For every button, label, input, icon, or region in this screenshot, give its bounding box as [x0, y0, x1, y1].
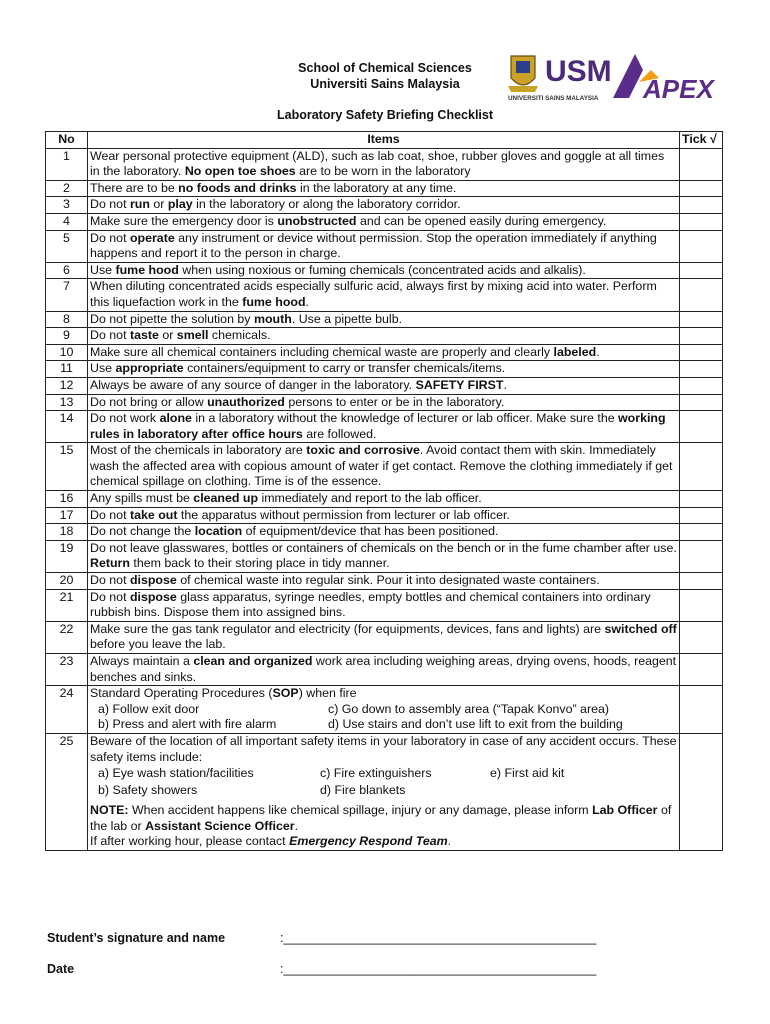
- usm-caption: UNIVERSITI SAINS MALAYSIA: [508, 95, 599, 102]
- tick-box[interactable]: [680, 197, 723, 214]
- item-text: Do not work alone in a laboratory without the knowledge of lecturer or lab officer. Make sure the working rules in laboratory after office hours are followed.: [88, 411, 680, 443]
- checklist-row: [46, 279, 723, 311]
- item-number: 12: [46, 377, 88, 394]
- date-field[interactable]: :_____________________________________________: [280, 962, 597, 976]
- tick-box[interactable]: [680, 491, 723, 508]
- item-text: Do not take out the apparatus without permission from lecturer or lab officer.: [88, 507, 680, 524]
- tick-box[interactable]: [680, 589, 723, 621]
- checklist-row: [46, 148, 723, 180]
- item-number: 15: [46, 443, 88, 491]
- tick-box[interactable]: [680, 507, 723, 524]
- item-number: 25: [46, 733, 88, 850]
- item-text: Do not operate any instrument or device without permission. Stop the operation immediately if anything happens and report it to the person in charge.: [88, 230, 680, 262]
- tick-box[interactable]: [680, 394, 723, 411]
- item-text: Always maintain a clean and organized work area including weighing areas, drying ovens, hoods, reagent benches and sinks.: [88, 654, 680, 686]
- tick-box[interactable]: [680, 524, 723, 541]
- item-text: Any spills must be cleaned up immediately and report to the lab officer.: [88, 491, 680, 508]
- item-number: 4: [46, 213, 88, 230]
- item-number: 9: [46, 328, 88, 345]
- item-text: Do not pipette the solution by mouth. Use a pipette bulb.: [88, 311, 680, 328]
- item-number: 1: [46, 148, 88, 180]
- tick-box[interactable]: [680, 361, 723, 378]
- checklist-title: Laboratory Safety Briefing Checklist: [276, 108, 494, 122]
- tick-box[interactable]: [680, 180, 723, 197]
- checklist-row: [46, 394, 723, 411]
- item-number: 8: [46, 311, 88, 328]
- item-number: 17: [46, 507, 88, 524]
- checklist-row: [46, 654, 723, 686]
- item-text: Do not dispose of chemical waste into regular sink. Pour it into designated waste containers.: [88, 573, 680, 590]
- item-text: Make sure all chemical containers including chemical waste are properly and clearly labeled.: [88, 344, 680, 361]
- tick-box[interactable]: [680, 230, 723, 262]
- checklist-row: [46, 573, 723, 590]
- item-text: Use appropriate containers/equipment to carry or transfer chemicals/items.: [88, 361, 680, 378]
- tick-box[interactable]: [680, 443, 723, 491]
- checklist-row: [46, 180, 723, 197]
- item-number: 20: [46, 573, 88, 590]
- tick-box[interactable]: [680, 733, 723, 850]
- item-text: Most of the chemicals in laboratory are toxic and corrosive. Avoid contact them with skin. Immediately wash the affected area with copious amount of water if get contact. Remove the clothing immediately if get chemical spillage on clothing. Time is of the essence.: [88, 443, 680, 491]
- item-text: Do not change the location of equipment/device that has been positioned.: [88, 524, 680, 541]
- item-number: 21: [46, 589, 88, 621]
- item-number: 24: [46, 686, 88, 734]
- item-text: Use fume hood when using noxious or fuming chemicals (concentrated acids and alkalis).: [88, 262, 680, 279]
- item-number: 7: [46, 279, 88, 311]
- checklist-row: [46, 540, 723, 572]
- tick-box[interactable]: [680, 411, 723, 443]
- item-text: Always be aware of any source of danger in the laboratory. SAFETY FIRST.: [88, 377, 680, 394]
- item-number: 5: [46, 230, 88, 262]
- item-text: When diluting concentrated acids especially sulfuric acid, always first by mixing acid into water. Perform this liquefaction work in the fume hood.: [88, 279, 680, 311]
- checklist-row: [46, 733, 723, 850]
- item-number: 22: [46, 621, 88, 653]
- tick-box[interactable]: [680, 686, 723, 734]
- checklist-row: [46, 197, 723, 214]
- col-tick-header: Tick √: [680, 132, 723, 149]
- item-number: 2: [46, 180, 88, 197]
- tick-box[interactable]: [680, 262, 723, 279]
- tick-box[interactable]: [680, 213, 723, 230]
- item-text: Wear personal protective equipment (ALD), such as lab coat, shoe, rubber gloves and goggle at all times in the laboratory. No open toe shoes are to be worn in the laboratory: [88, 148, 680, 180]
- item-number: 23: [46, 654, 88, 686]
- school-name: School of Chemical Sciences: [298, 61, 472, 75]
- checklist-row: [46, 443, 723, 491]
- usm-logo-text: USM: [545, 55, 612, 88]
- usm-crest-icon: [508, 56, 538, 92]
- tick-box[interactable]: [680, 344, 723, 361]
- item-number: 14: [46, 411, 88, 443]
- item-text: There are to be no foods and drinks in the laboratory at any time.: [88, 180, 680, 197]
- item-text: Make sure the emergency door is unobstructed and can be opened easily during emergency.: [88, 213, 680, 230]
- apex-logo-text: APEX: [643, 74, 714, 104]
- tick-box[interactable]: [680, 148, 723, 180]
- tick-box[interactable]: [680, 328, 723, 345]
- item-text: Do not taste or smell chemicals.: [88, 328, 680, 345]
- checklist-row: [46, 491, 723, 508]
- tick-box[interactable]: [680, 377, 723, 394]
- checklist-row: [46, 311, 723, 328]
- item-text: Do not dispose glass apparatus, syringe needles, empty bottles and chemical containers into ordinary rubbish bins. Dispose them into assigned bins.: [88, 589, 680, 621]
- checklist-row: [46, 361, 723, 378]
- checklist-row: [46, 507, 723, 524]
- tick-box[interactable]: [680, 311, 723, 328]
- checklist-row: [46, 621, 723, 653]
- checklist-row: [46, 262, 723, 279]
- item-text: Do not bring or allow unauthorized persons to enter or be in the laboratory.: [88, 394, 680, 411]
- checklist-row: [46, 230, 723, 262]
- signature-field[interactable]: :_____________________________________________: [280, 931, 597, 945]
- apex-logo: [613, 54, 715, 104]
- checklist-row: [46, 524, 723, 541]
- item-number: 10: [46, 344, 88, 361]
- item-text: Do not run or play in the laboratory or along the laboratory corridor.: [88, 197, 680, 214]
- checklist-row: [46, 328, 723, 345]
- logos: [505, 48, 725, 106]
- col-items-header: Items: [88, 132, 680, 149]
- item-number: 11: [46, 361, 88, 378]
- tick-box[interactable]: [680, 279, 723, 311]
- checklist-row: [46, 411, 723, 443]
- checklist-row: [46, 589, 723, 621]
- date-label: Date: [47, 962, 75, 976]
- item-text: Make sure the gas tank regulator and electricity (for equipments, devices, fans and lights) are switched off before you leave the lab.: [88, 621, 680, 653]
- item-text: Standard Operating Procedures (SOP) when fire a) Follow exit door c) Go down to assembly area (“Tapak Konvo” area) b) Press and alert with fire alarm d) Use stairs and don’t use lift to exit from the building: [88, 686, 680, 734]
- table-header-row: [46, 132, 723, 149]
- item-number: 3: [46, 197, 88, 214]
- checklist-table: [45, 131, 723, 851]
- checklist-row: [46, 686, 723, 734]
- university-name: Universiti Sains Malaysia: [310, 77, 460, 91]
- item-number: 19: [46, 540, 88, 572]
- checklist-row: [46, 213, 723, 230]
- tick-box[interactable]: [680, 621, 723, 653]
- item-text: Do not leave glasswares, bottles or containers of chemicals on the bench or in the fume chamber after use. Return them back to their storing place in tidy manner.: [88, 540, 680, 572]
- tick-box[interactable]: [680, 573, 723, 590]
- tick-box[interactable]: [680, 654, 723, 686]
- tick-box[interactable]: [680, 540, 723, 572]
- col-no-header: No: [46, 132, 88, 149]
- item-number: 6: [46, 262, 88, 279]
- item-number: 16: [46, 491, 88, 508]
- item-number: 18: [46, 524, 88, 541]
- checklist-rows: [46, 148, 723, 850]
- item-number: 13: [46, 394, 88, 411]
- checklist-row: [46, 344, 723, 361]
- signature-label: Student’s signature and name: [47, 931, 226, 945]
- checklist-row: [46, 377, 723, 394]
- item-text: Beware of the location of all important safety items in your laboratory in case of any accident occurs. These safety items include: a) Eye wash station/facilities c) Fire extinguishers e) First aid kit b) Safety showers d) Fire blankets NOTE: When accident happens like chemical spillage, injury or any damage, please inform Lab Officer of the lab or Assistant Science Officer. If after working hour, please contact Emergency Respond Team.: [88, 733, 680, 850]
